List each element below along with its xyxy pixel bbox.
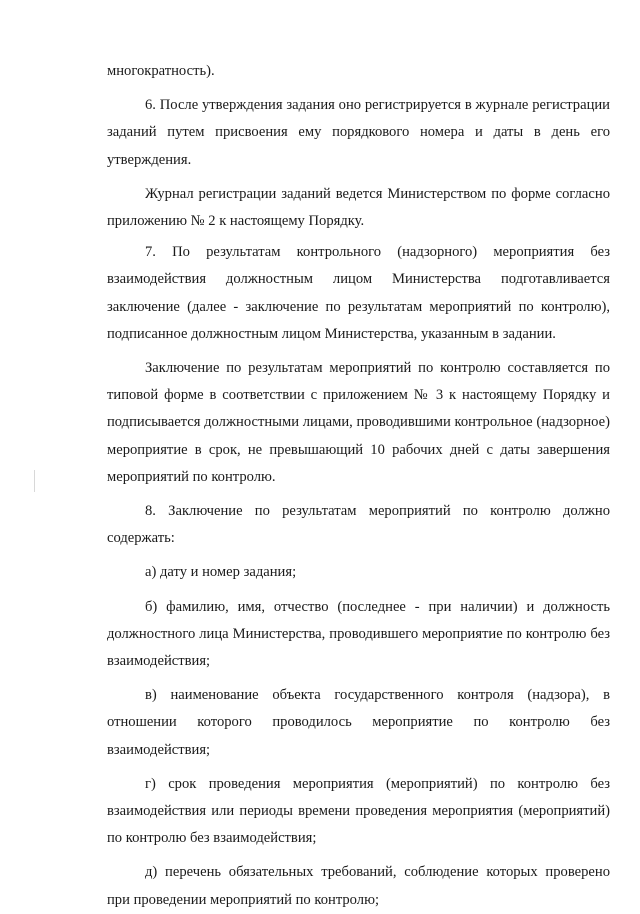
list-item-a: а) дату и номер задания; [145,564,297,581]
document-body [107,58,610,914]
paragraph-item-8: 8. Заключение по результатам мероприятий по контролю должно содержать: [107,503,610,547]
list-item-v: в) наименование объекта государственного контроля (надзора), в отношении которого проводилось мероприятие по контролю без взаимодействия; [107,687,610,758]
paragraph-item-7: 7. По результатам контрольного (надзорного) мероприятия без взаимодействия должностным лицом Министерства подготавливается заключение (далее - заключение по результатам мероприятий по контролю), подписанное должностным лицом Министерства, указанным в задании. [107,244,610,342]
scan-artifact [34,470,35,492]
list-item-b: б) фамилию, имя, отчество (последнее - при наличии) и должность должностного лица Министерства, проводившего мероприятие по контролю без взаимодействия; [107,598,610,670]
paragraph-journal: Журнал регистрации заданий ведется Министерством по форме согласно приложению № 2 к настоящему Порядку. [107,185,610,230]
list-item-d: д) перечень обязательных требований, соблюдение которых проверено при проведении мероприятий по контролю; [107,864,610,908]
paragraph-continuation: многократность). [107,63,215,79]
list-item-g: г) срок проведения мероприятия (мероприятий) по контролю без взаимодействия или периоды времени проведения мероприятия (мероприятий) по контролю без взаимодействия; [107,775,610,847]
paragraph-conclusion-form: Заключение по результатам мероприятий по контролю составляется по типовой форме в соответствии с приложением № 3 к настоящему Порядку и подписывается должностными лицами, проводившими контрольное (надзорное) мероприятие в срок, не превышающий 10 рабочих дней с даты завершения мероприятий по контролю. [107,360,610,485]
paragraph-item-6: 6. После утверждения задания оно регистрируется в журнале регистрации заданий путем присвоения ему порядкового номера и даты в день его утверждения. [107,97,610,168]
